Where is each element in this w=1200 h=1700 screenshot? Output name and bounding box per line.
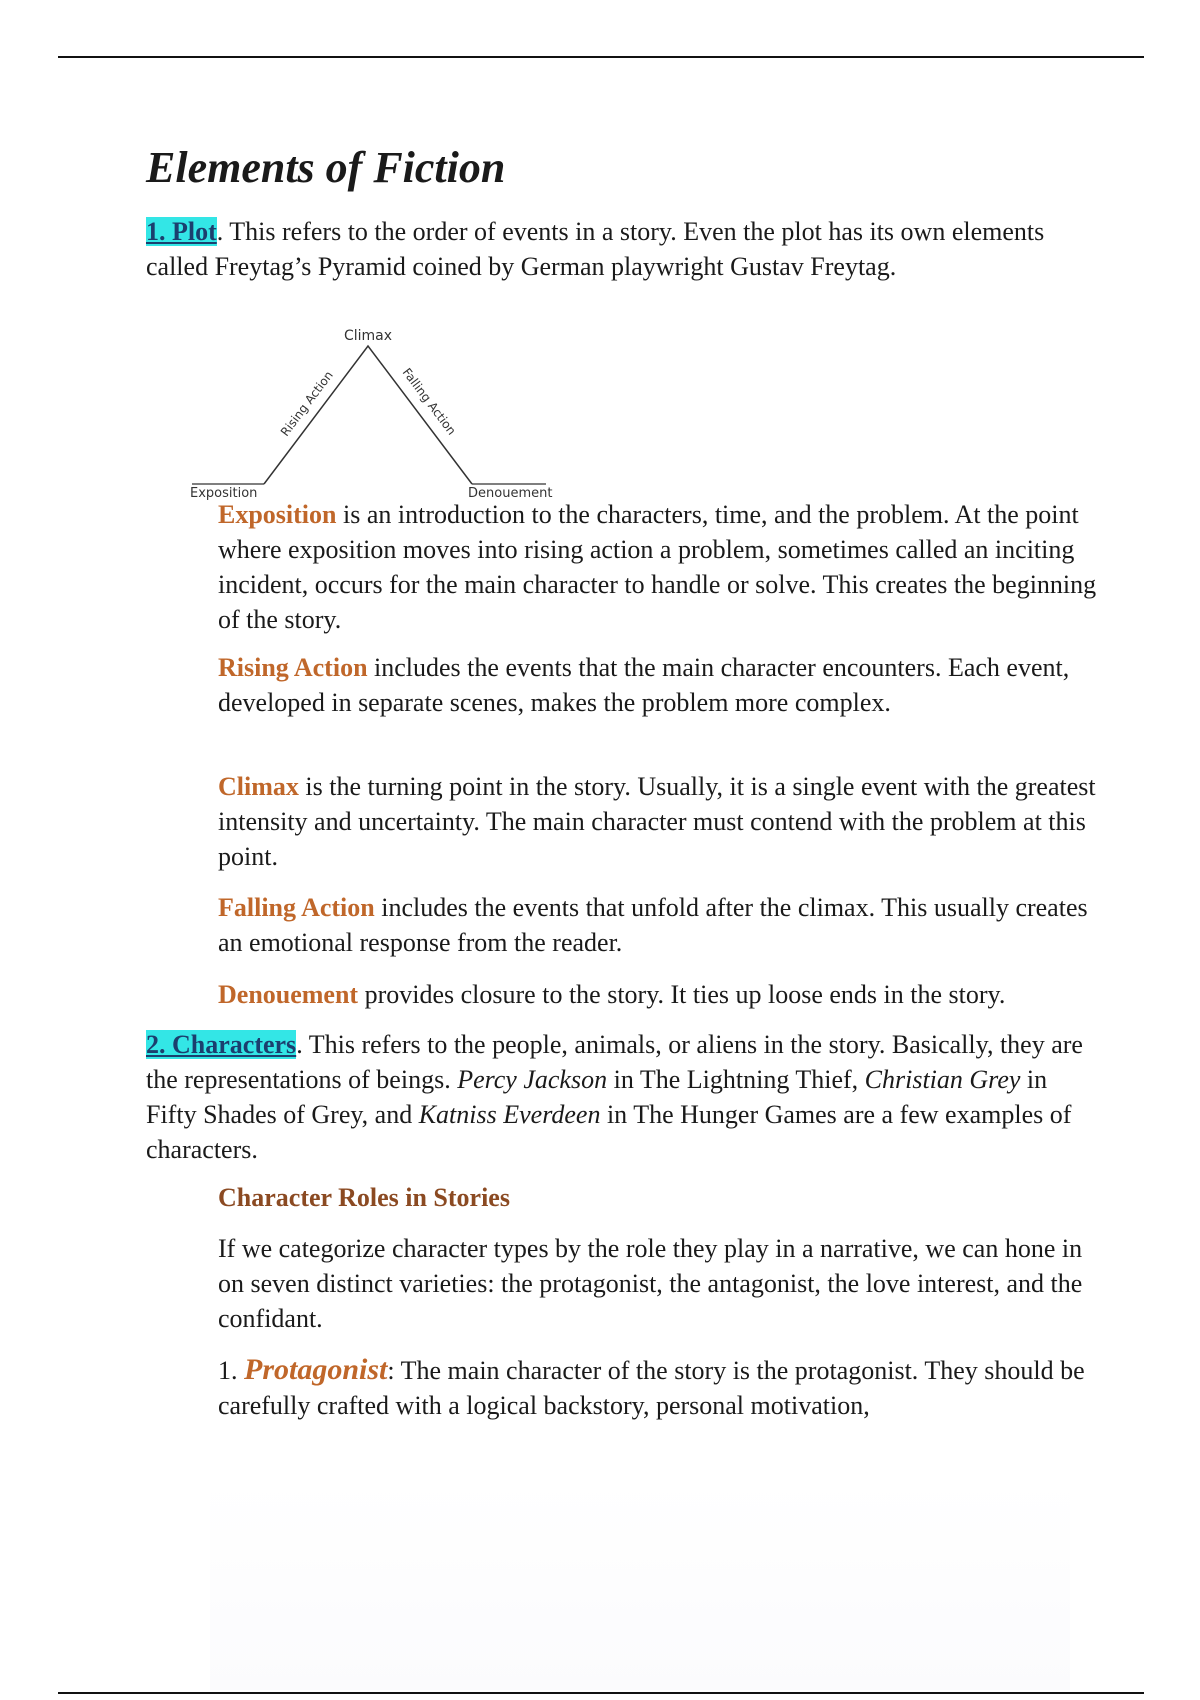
rising-action-label: Rising Action <box>277 368 336 439</box>
rising-action-definition <box>218 650 1098 720</box>
climax-definition <box>218 769 1098 874</box>
character-name-christian: Christian Grey <box>864 1065 1021 1094</box>
protagonist-text: : The main character of the story is the protagonist. They should be carefully crafted with a logical backstory, personal motivation, <box>218 1356 1085 1420</box>
exposition-label: Exposition <box>190 486 258 501</box>
falling-action-text: includes the events that unfold after the climax. This usually creates an emotional response from the reader. <box>218 893 1088 957</box>
plot-paragraph <box>146 214 1096 284</box>
protagonist-number: 1. <box>218 1356 244 1385</box>
freytag-pyramid-diagram <box>186 322 566 504</box>
character-name-percy: Percy Jackson <box>457 1065 608 1094</box>
character-name-katniss: Katniss Everdeen <box>418 1100 601 1129</box>
rising-action-text: includes the events that the main character encounters. Each event, developed in separate scenes, makes the problem more complex. <box>218 653 1070 717</box>
exposition-text: is an introduction to the characters, time, and the problem. At the point where exposition moves into rising action a problem, sometimes called an inciting incident, occurs for the main character to handle or solve. This creates the beginning of the story. <box>218 500 1097 634</box>
protagonist-item <box>218 1352 1098 1423</box>
rising-action-term: Rising Action <box>218 653 368 682</box>
denouement-definition <box>218 977 1118 1012</box>
character-roles-intro: If we categorize character types by the role they play in a narrative, we can hone in on seven distinct varieties: the protagonist, the antagonist, the love interest, and the confidant. <box>218 1234 1083 1333</box>
climax-text: is the turning point in the story. Usually, it is a single event with the greatest intensity and uncertainty. The main character must contend with the problem at this point. <box>218 772 1096 871</box>
characters-paragraph <box>146 1027 1096 1167</box>
character-roles-heading: Character Roles in Stories <box>218 1183 510 1212</box>
falling-action-term: Falling Action <box>218 893 375 922</box>
denouement-label: Denouement <box>468 486 553 501</box>
characters-text-a: . This refers to the people, animals, or aliens in the story. Basically, they are the representations of beings. <box>146 1030 1083 1094</box>
protagonist-term: Protagonist <box>244 1353 388 1386</box>
falling-action-definition <box>218 890 1098 960</box>
denouement-text: provides closure to the story. It ties up loose ends in the story. <box>358 980 1006 1009</box>
characters-label: 2. Characters <box>146 1030 297 1059</box>
characters-text-d: in The Hunger Games are a few examples of characters. <box>146 1100 1072 1164</box>
page-title: Elements of Fiction <box>146 143 506 192</box>
characters-text-c: in Fifty Shades of Grey, and <box>146 1065 1048 1129</box>
exposition-term: Exposition <box>218 500 337 529</box>
exposition-definition <box>218 497 1098 637</box>
plot-text: . This refers to the order of events in a story. Even the plot has its own elements called Freytag’s Pyramid coined by German playwright Gustav Freytag. <box>146 217 1045 281</box>
plot-label: 1. Plot <box>146 217 217 246</box>
page-fade <box>210 1480 1070 1690</box>
climax-term: Climax <box>218 772 299 801</box>
top-rule <box>58 56 1144 58</box>
falling-action-label: Falling Action <box>399 365 459 438</box>
denouement-term: Denouement <box>218 980 359 1009</box>
climax-label: Climax <box>343 328 393 344</box>
characters-text-b: in The Lightning Thief, <box>607 1065 865 1094</box>
bottom-rule <box>58 1692 1144 1694</box>
